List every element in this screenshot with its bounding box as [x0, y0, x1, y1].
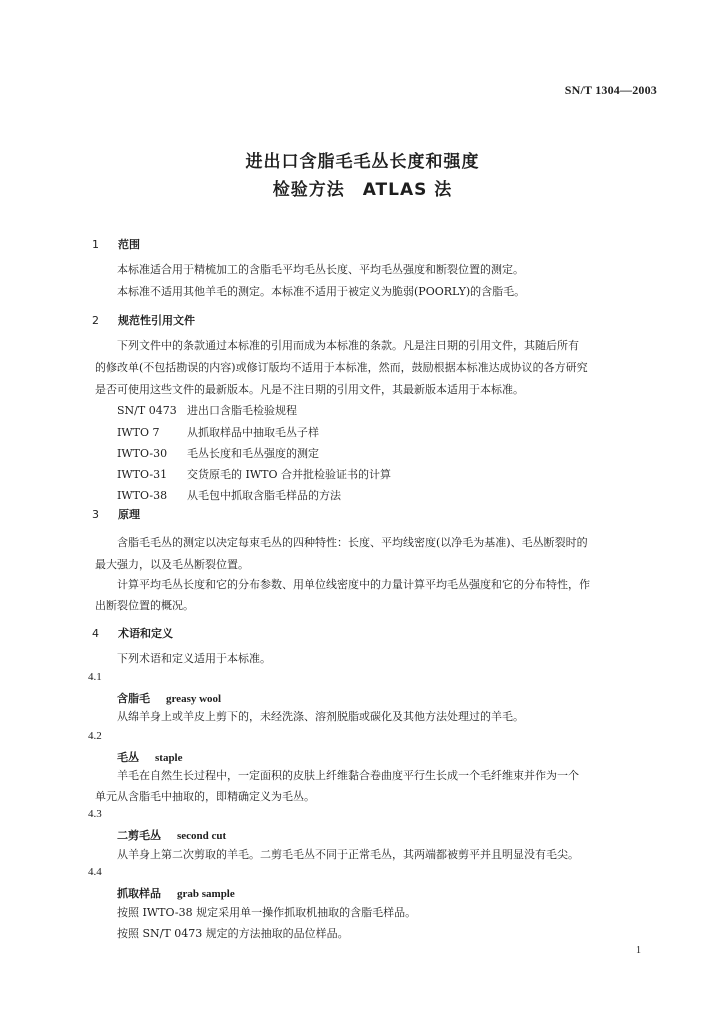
reference-title: 毛丛长度和毛丛强度的测定: [187, 447, 319, 460]
term-english: greasy wool: [166, 693, 222, 705]
section-title: 术语和定义: [118, 627, 173, 640]
reference-title: 交货原毛的 IWTO 合并批检验证书的计算: [187, 468, 391, 481]
paragraph: 本标准适合用于精梳加工的含脂毛平均毛丛长度、平均毛丛强度和断裂位置的测定。: [117, 263, 524, 276]
term-definition: 羊毛在自然生长过程中，一定面积的皮肤上纤维黏合卷曲度平行生长成一个毛纤维束并作为一个: [117, 769, 579, 782]
term-chinese: 抓取样品: [117, 887, 161, 900]
reference-item: [117, 447, 319, 461]
paragraph: 含脂毛毛丛的测定以决定每束毛丛的四种特性：长度、平均线密度(以净毛为基准)、毛丛断裂时的: [117, 536, 588, 549]
term-definition: 单元从含脂毛中抽取的，即精确定义为毛丛。: [95, 790, 315, 803]
term-english: staple: [155, 752, 183, 764]
paragraph: 下列文件中的条款通过本标准的引用而成为本标准的条款。凡是注日期的引用文件，其随后所有: [117, 339, 579, 352]
term-english: grab sample: [177, 888, 235, 900]
section-number: 2: [92, 314, 99, 327]
section-heading-scope: [92, 236, 140, 252]
reference-code: IWTO-38: [117, 489, 168, 502]
reference-code: IWTO 7: [117, 426, 160, 439]
reference-item: [117, 404, 297, 418]
reference-title: 从抓取样品中抽取毛丛子样: [187, 426, 319, 439]
reference-title: 进出口含脂毛检验规程: [187, 404, 297, 417]
reference-code: IWTO-30: [117, 447, 168, 460]
term-chinese: 毛丛: [117, 751, 139, 764]
term-heading: [117, 827, 226, 843]
document-code: SN/T 1304—2003: [564, 83, 657, 97]
paragraph: 本标准不适用其他羊毛的测定。本标准不适用于被定义为脆弱(POORLY)的含脂毛。: [117, 285, 526, 298]
reference-title: 从毛包中抓取含脂毛样品的方法: [187, 489, 341, 502]
clause-number: 4.4: [88, 866, 102, 878]
term-chinese: 二剪毛丛: [117, 829, 161, 842]
section-number: 3: [92, 508, 99, 521]
paragraph: 最大强力，以及毛丛断裂位置。: [95, 558, 249, 571]
section-title: 范围: [118, 238, 140, 251]
clause-number: 4.3: [88, 808, 102, 820]
section-heading-terms: [92, 625, 173, 641]
page-number: 1: [636, 945, 641, 956]
term-heading: [117, 885, 235, 901]
paragraph: 是否可使用这些文件的最新版本。凡是不注日期的引用文件，其最新版本适用于本标准。: [95, 383, 524, 396]
term-definition: 按照 SN/T 0473 规定的方法抽取的品位样品。: [117, 927, 349, 940]
paragraph: 出断裂位置的概况。: [95, 599, 194, 612]
document-title-line2: 检验方法 ATLAS 法: [272, 180, 453, 200]
term-definition: 从羊身上第二次剪取的羊毛。二剪毛毛丛不同于正常毛丛，其两端都被剪平并且明显没有毛尖。: [117, 848, 579, 861]
paragraph: 计算平均毛丛长度和它的分布参数、用单位线密度中的力量计算平均毛丛强度和它的分布特性，作: [117, 578, 590, 591]
clause-number: 4.1: [88, 671, 102, 683]
term-chinese: 含脂毛: [117, 692, 150, 705]
term-heading: [117, 690, 221, 706]
section-heading-references: [92, 312, 195, 328]
term-definition: 从绵羊身上或羊皮上剪下的，未经洗涤、溶剂脱脂或碳化及其他方法处理过的羊毛。: [117, 710, 524, 723]
paragraph: 的修改单(不包括勘误的内容)或修订版均不适用于本标准，然而，鼓励根据本标准达成协议的各方研究: [95, 361, 588, 374]
section-title: 原理: [118, 508, 140, 521]
reference-item: [117, 426, 319, 440]
document-title-line1: 进出口含脂毛毛丛长度和强度: [245, 152, 480, 172]
clause-number: 4.2: [88, 730, 102, 742]
term-english: second cut: [177, 830, 227, 842]
section-number: 1: [92, 238, 99, 251]
term-heading: [117, 749, 183, 765]
term-definition: 按照 IWTO-38 规定采用单一操作抓取机抽取的含脂毛样品。: [117, 906, 417, 919]
reference-item: [117, 489, 341, 503]
section-title: 规范性引用文件: [118, 314, 195, 327]
section-number: 4: [92, 627, 99, 640]
reference-code: SN/T 0473: [117, 404, 177, 417]
reference-code: IWTO-31: [117, 468, 168, 481]
paragraph: 下列术语和定义适用于本标准。: [117, 652, 271, 665]
section-heading-principle: [92, 506, 140, 522]
reference-item: [117, 468, 391, 482]
